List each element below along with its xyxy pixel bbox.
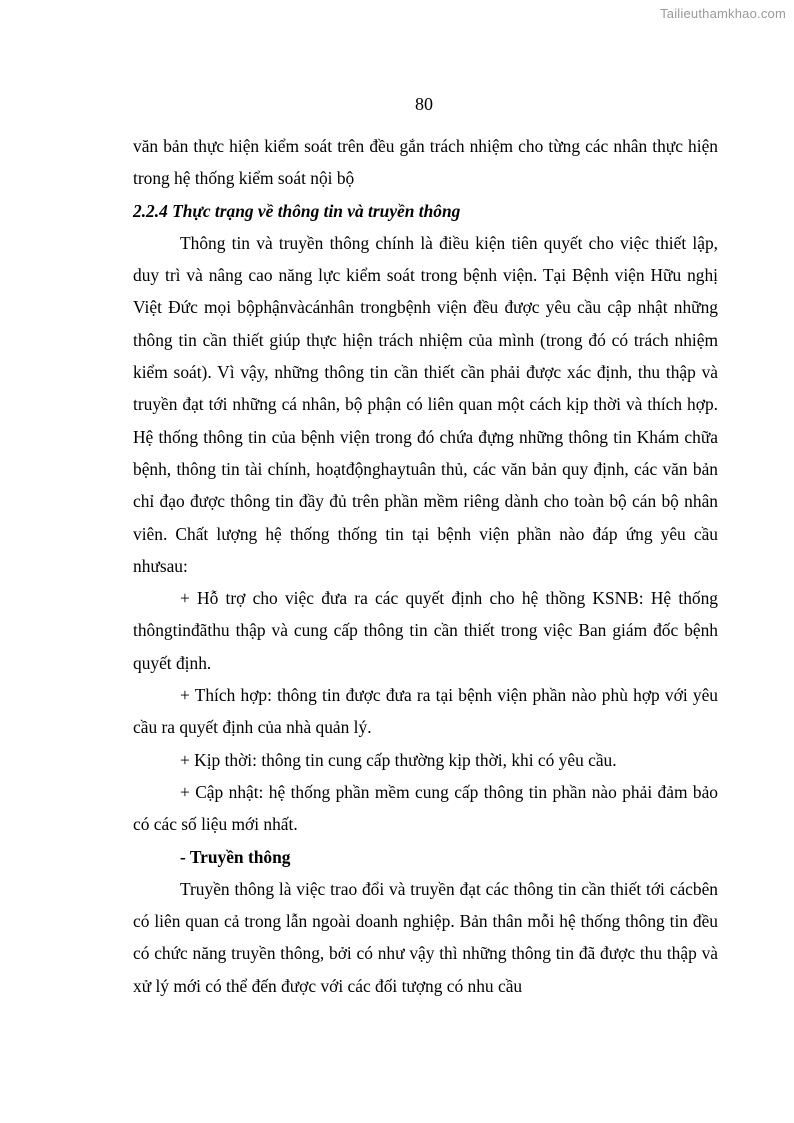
paragraph-continuation: văn bản thực hiện kiểm soát trên đều gắn trách nhiệm cho từng các nhân thực hiện trong hệ thống kiểm soát nội bộ [133, 136, 718, 189]
paragraph-information: Thông tin và truyền thông chính là điều kiện tiên quyết cho việc thiết lập, duy trì và nâng cao năng lực kiểm soát trong bệnh viện. Tại Bệnh viện Hữu nghị Việt Đức mọi bộphậnvàcánhân trongbệnh viện đều được yêu cầu cập nhật những thông tin cần thiết giúp thực hiện trách nhiệm của mình (trong đó có trách nhiệm kiểm soát). Vì vậy, những thông tin cần thiết cần phải được xác định, thu thập và truyền đạt tới những cá nhân, bộ phận có liên quan một cách kịp thời và thích hợp. Hệ thống thông tin của bệnh viện trong đó chứa đựng những thông tin Khám chữa bệnh, thông tin tài chính, hoạtđộnghaytuân thủ, các văn bản quy định, các văn bản chỉ đạo được thông tin đầy đủ trên phần mềm riêng dành cho toàn bộ cán bộ nhân viên. Chất lượng hệ thống thống tin tại bệnh viện phần nào đáp ứng yêu cầu nhưsau: [133, 232, 718, 576]
bullet-appropriate: + Thích hợp: thông tin được đưa ra tại bệnh viện phần nào phù hợp với yêu cầu ra quyết định của nhà quản lý. [133, 685, 718, 738]
document-body [133, 130, 718, 1002]
bullet-support-decisions: + Hỗ trợ cho việc đưa ra các quyết định cho hệ thồng KSNB: Hệ thống thôngtinđãthu thập và cung cấp thông tin cần thiết trong việc Ban giám đốc bệnh quyết định. [133, 588, 718, 673]
section-heading: 2.2.4 Thực trạng về thông tin và truyền thông [133, 200, 461, 221]
watermark: Tailieuthamkhao.com [660, 6, 786, 21]
subheading-communication: - Truyền thông [180, 846, 291, 867]
bullet-updated: + Cập nhật: hệ thống phần mềm cung cấp thông tin phần nào phải đảm bảo có các số liệu mới nhất. [133, 781, 718, 835]
paragraph-communication: Truyền thông là việc trao đổi và truyền đạt các thông tin cần thiết tới cácbên có liên quan cả trong lẫn ngoài doanh nghiệp. Bản thân mỗi hệ thống thông tin đều có chức năng truyền thông, bởi có như vậy thì những thông tin đã được thu thập và xử lý mới có thể đến được với các đối tượng có nhu cầu [133, 878, 718, 996]
page-number: 80 [415, 94, 433, 114]
bullet-timely: + Kịp thời: thông tin cung cấp thường kịp thời, khi có yêu cầu. [180, 749, 617, 770]
